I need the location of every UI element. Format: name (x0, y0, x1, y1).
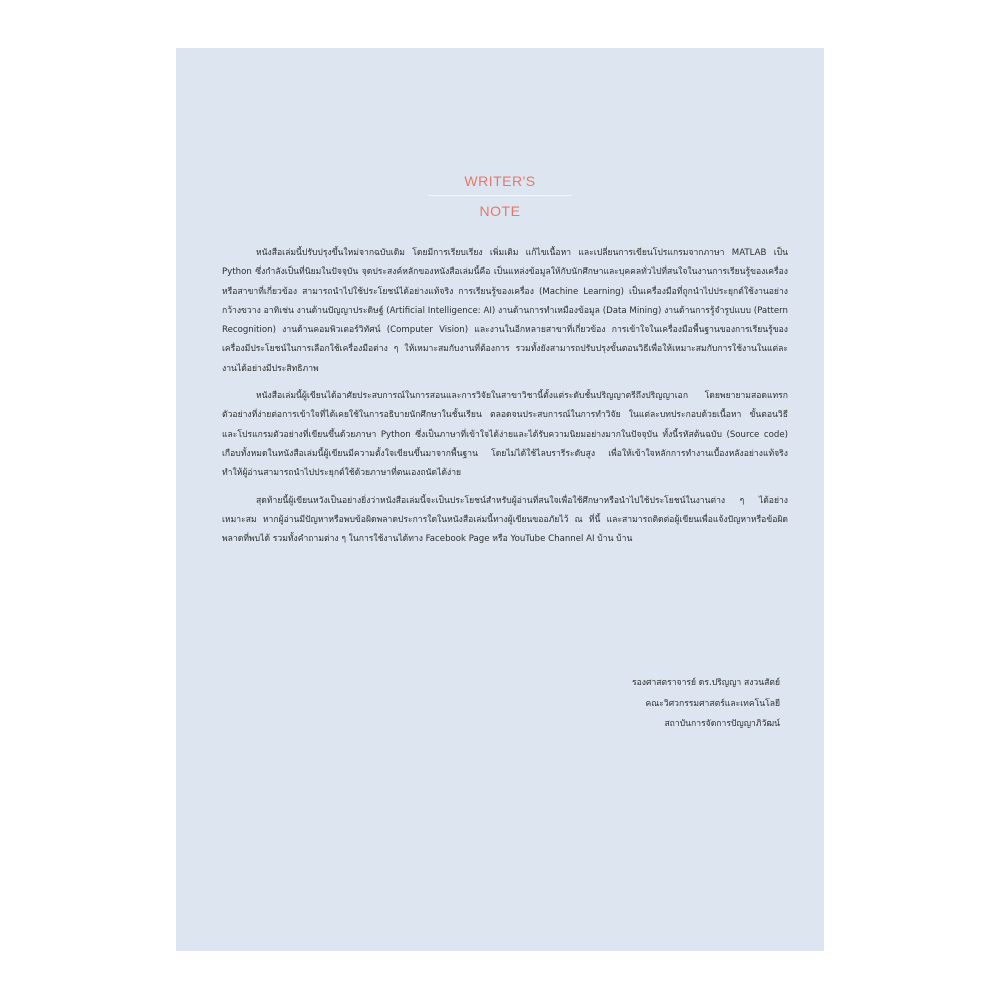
author-faculty: คณะวิศวกรรมศาสตร์และเทคโนโลยี (645, 698, 780, 709)
paragraph-3: สุดท้ายนี้ผู้เขียนหวังเป็นอย่างยิ่งว่าหนังสือเล่มนี้จะเป็นประโยชน์สำหรับผู้อ่านที่สนใจเพื่อใช้ศึกษาหรือนำไปใช้ประโยชน์ในงานต่าง ๆ ได้อย่างเหมาะสม หากผู้อ่านมีปัญหาหรือพบข้อผิดพลาดประการใดในหนังสือเล่มนี้ทางผู้เขียนขออภัยไว้ ณ ที่นี้ และสามารถติดต่อผู้เขียนเพื่อแจ้งปัญหาหรือข้อผิดพลาดที่พบได้ รวมทั้งคำถามต่าง ๆ ในการใช้งานได้ทาง Facebook Page หรือ YouTube Channel AI บ้าน บ้าน (222, 495, 788, 545)
document-page (176, 48, 824, 951)
author-institute: สถาบันการจัดการปัญญาภิวัฒน์ (664, 719, 780, 729)
author-name: รองศาสตราจารย์ ดร.ปริญญา สงวนสัตย์ (632, 678, 780, 688)
paragraph-1: หนังสือเล่มนี้ปรับปรุงขึ้นใหม่จากฉบับเดิม โดยมีการเรียบเรียง เพิ่มเติม แก้ไขเนื้อหา และเปลี่ยนการเขียนโปรแกรมจากภาษา MATLAB เป็น Python ซึ่งกำลังเป็นที่นิยมในปัจจุบัน จุดประสงค์หลักของหนังสือเล่มนี้คือ เป็นแหล่งข้อมูลให้กับนักศึกษาและบุคคลทั่วไปที่สนใจในงานการเรียนรู้ของเครื่องหรือสาขาที่เกี่ยวข้อง สามารถนำไปใช้ประโยชน์ได้อย่างแท้จริง การเรียนรู้ของเครื่อง (Machine Learning) เป็นเครื่องมือที่ถูกนำไปประยุกต์ใช้งานอย่างกว้างขวาง อาทิเช่น งานด้านปัญญาประดิษฐ์ (Artificial Intelligence: AI) งานด้านการทำเหมืองข้อมูล (Data Mining) งานด้านการรู้จำรูปแบบ (Pattern Recognition) งานด้านคอมพิวเตอร์วิทัศน์ (Computer Vision) และงานในอีกหลายสาขาที่เกี่ยวข้อง การเข้าใจในเครื่องมือพื้นฐานของการเรียนรู้ของเครื่องมีประโยชน์ในการเลือกใช้เครื่องมือต่าง ๆ ให้เหมาะสมกับงานที่ต้องการ รวมทั้งยังสามารถปรับปรุงขั้นตอนวิธีเพื่อให้เหมาะสมกับการใช้งานในแต่ละงานได้อย่างมีประสิทธิภาพ (222, 248, 788, 374)
note-body (222, 244, 788, 557)
signature-block (480, 673, 780, 735)
heading-line-2: NOTE (479, 203, 521, 219)
heading-line-1: WRITER'S (464, 173, 536, 189)
paragraph-2: หนังสือเล่มนี้ผู้เขียนได้อาศัยประสบการณ์ในการสอนและการวิจัยในสาขาวิชานี้ตั้งแต่ระดับชั้นปริญญาตรีถึงปริญญาเอก โดยพยายามสอดแทรกตัวอย่างที่ง่ายต่อการเข้าใจที่ได้เคยใช้ในการอธิบายนักศึกษาในชั้นเรียน ตลอดจนประสบการณ์ในการทำวิจัย ในแต่ละบทประกอบด้วยเนื้อหา ขั้นตอนวิธี และโปรแกรมตัวอย่างที่เขียนขึ้นด้วยภาษา Python ซึ่งเป็นภาษาที่เข้าใจได้ง่ายและได้รับความนิยมอย่างมากในปัจจุบัน ทั้งนี้รหัสต้นฉบับ (Source code) เกือบทั้งหมดในหนังสือเล่มนี้ผู้เขียนมีความตั้งใจเขียนขึ้นมาจากพื้นฐาน โดยไม่ได้ใช้ไลบรารีระดับสูง เพื่อให้เข้าใจหลักการทำงานเบื้องหลังอย่างแท้จริง ทำให้ผู้อ่านสามารถนำไปประยุกต์ใช้ด้วยภาษาที่ตนเองถนัดได้ง่าย (222, 391, 788, 479)
heading-divider (428, 195, 572, 196)
